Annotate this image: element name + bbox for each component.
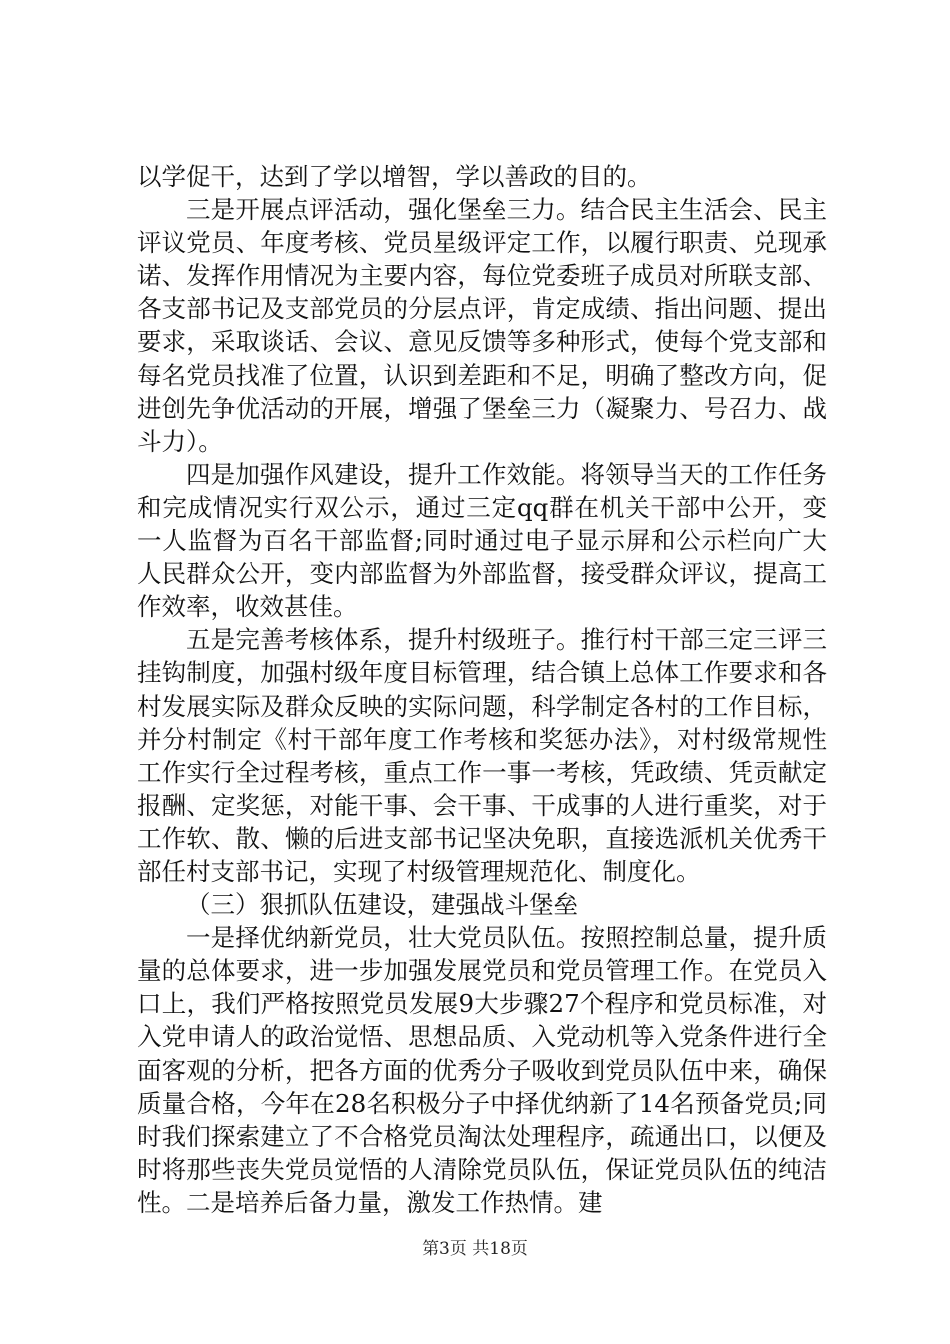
paragraph-evaluation-activities: 三是开展点评活动，强化堡垒三力。结合民主生活会、民主评议党员、年度考核、党员星级评定工作，以履行职责、兑现承诺、发挥作用情况为主要内容，每位党委班子成员对所联支部、各支部书记及支部党员的分层点评，肯定成绩、指出问题、提出要求，采取谈话、会议、意见反馈等多种形式，使每个党支部和每名党员找准了位置，认识到差距和不足，明确了整改方向，促进创先争优活动的开展，增强了堡垒三力（凝聚力、号召力、战斗力）。	[137, 195, 827, 456]
paragraph-continuation: 以学促干，达到了学以增智，学以善政的目的。	[137, 162, 652, 191]
page-number-footer: 第3页 共18页	[422, 1239, 528, 1259]
document-body	[137, 160, 827, 1219]
section-heading-team-building: （三）狠抓队伍建设，建强战斗堡垒	[186, 890, 578, 920]
paragraph-assessment-system: 五是完善考核体系，提升村级班子。推行村干部三定三评三挂钩制度，加强村级年度目标管理，结合镇上总体工作要求和各村发展实际及群众反映的实际问题，科学制定各村的工作目标，并分村制定《村干部年度工作考核和奖惩办法》，对村级常规性工作实行全过程考核，重点工作一事一考核，凭政绩、凭贡献定报酬、定奖惩，对能干事、会干事、干成事的人进行重奖，对于工作软、散、懒的后进支部书记坚决免职，直接选派机关优秀干部任村支部书记，实现了村级管理规范化、制度化。	[137, 625, 827, 886]
paragraph-new-members: 一是择优纳新党员，壮大党员队伍。按照控制总量，提升质量的总体要求，进一步加强发展党员和党员管理工作。在党员入口上，我们严格按照党员发展9大步骤27个程序和党员标准，对入党申请人的政治觉悟、思想品质、入党动机等入党条件进行全面客观的分析，把各方面的优秀分子吸收到党员队伍中来，确保质量合格，今年在28名积极分子中择优纳新了14名预备党员;同时我们探索建立了不合格党员淘汰处理程序，疏通出口，以便及时将那些丧失党员觉悟的人清除党员队伍，保证党员队伍的纯洁性。二是培养后备力量，激发工作热情。建	[137, 923, 827, 1217]
paragraph-work-style: 四是加强作风建设，提升工作效能。将领导当天的工作任务和完成情况实行双公示，通过三定qq群在机关干部中公开，变一人监督为百名干部监督;同时通过电子显示屏和公示栏向广大人民群众公开，变内部监督为外部监督，接受群众评议，提高工作效率，收效甚佳。	[137, 459, 827, 622]
